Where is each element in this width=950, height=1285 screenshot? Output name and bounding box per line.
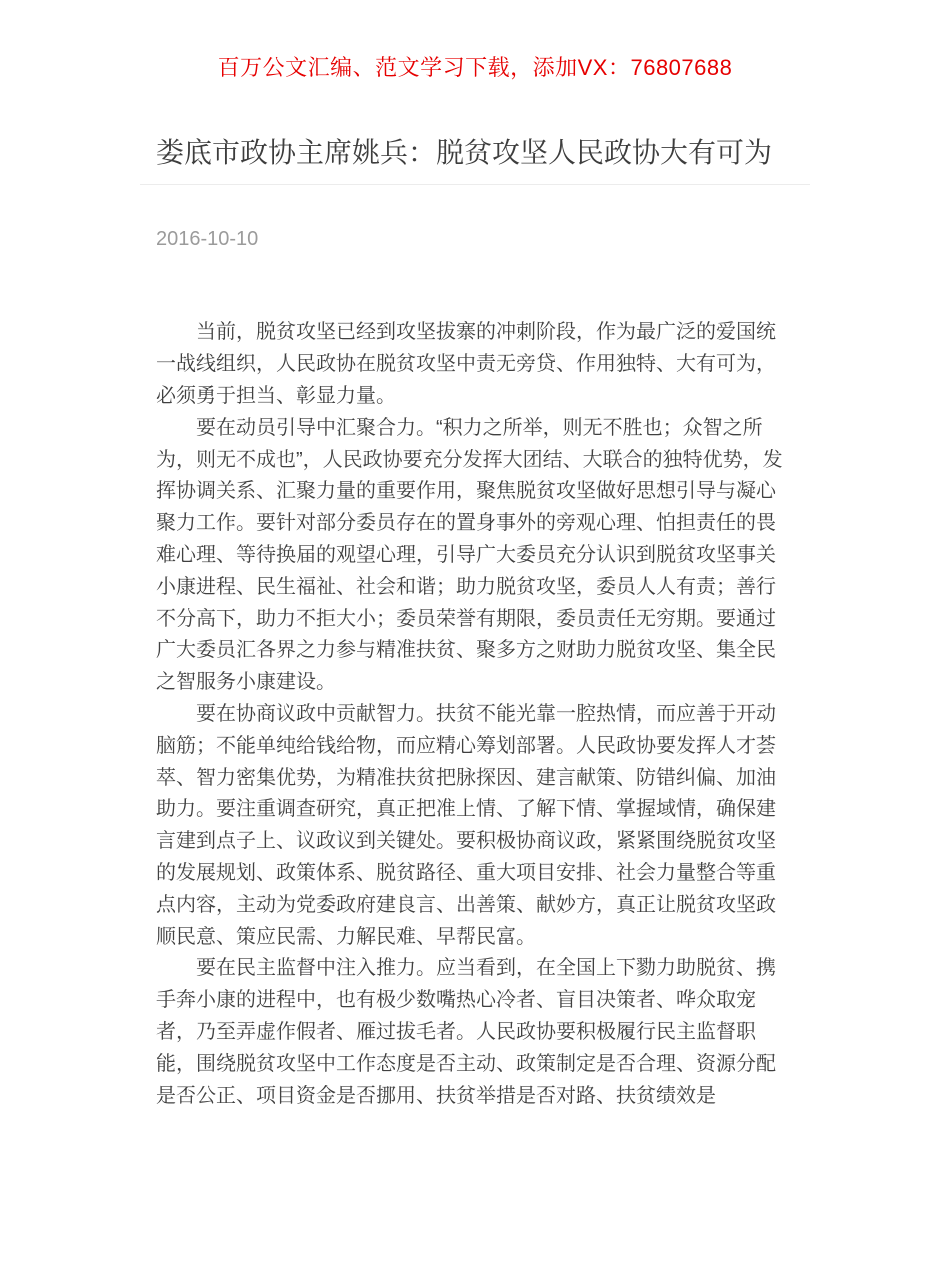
page-title: 娄底市政协主席姚兵：脱贫攻坚人民政协大有可为 xyxy=(156,137,773,168)
article-paragraph: 要在民主监督中注入推力。应当看到，在全国上下勠力助脱贫、携手奔小康的进程中，也有极少数嘴热心冷者、盲目决策者、哗众取宠者，乃至弄虚作假者、雁过拔毛者。人民政协要积极履行民主监督职能，围绕脱贫攻坚中工作态度是否主动、政策制定是否合理、资源分配是否公正、项目资金是否挪用、扶贫举措是否对路、扶贫绩效是 xyxy=(156,957,776,1107)
publish-date: 2016-10-10 xyxy=(156,228,259,251)
article-paragraph: 要在协商议政中贡献智力。扶贫不能光靠一腔热情，而应善于开动脑筋；不能单纯给钱给物，而应精心筹划部署。人民政协要发挥人才荟萃、智力密集优势，为精准扶贫把脉探因、建言献策、防错纠偏、加油助力。要注重调查研究，真正把准上情、了解下情、掌握域情，确保建言建到点子上、议政议到关键处。要积极协商议政，紧紧围绕脱贫攻坚的发展规划、政策体系、脱贫路径、重大项目安排、社会力量整合等重点内容，主动为党委政府建良言、出善策、献妙方，真正让脱贫攻坚政顺民意、策应民需、力解民难、早帮民富。 xyxy=(156,702,776,948)
article-header xyxy=(140,135,810,185)
promo-banner: 百万公文汇编、范文学习下载，添加VX：76807688 xyxy=(217,55,733,80)
article-paragraph: 当前，脱贫攻坚已经到攻坚拔寨的冲刺阶段，作为最广泛的爱国统一战线组织，人民政协在脱贫攻坚中责无旁贷、作用独特、大有可为，必须勇于担当、彰显力量。 xyxy=(156,321,776,407)
article xyxy=(140,135,810,1112)
article-body xyxy=(140,317,810,1112)
article-paragraph: 要在动员引导中汇聚合力。“积力之所举，则无不胜也；众智之所为，则无不成也”，人民政协要充分发挥大团结、大联合的独特优势，发挥协调关系、汇聚力量的重要作用，聚焦脱贫攻坚做好思想引导与凝心聚力工作。要针对部分委员存在的置身事外的旁观心理、怕担责任的畏难心理、等待换届的观望心理，引导广大委员充分认识到脱贫攻坚事关小康进程、民生福祉、社会和谐；助力脱贫攻坚，委员人人有责；善行不分高下，助力不拒大小；委员荣誉有期限，委员责任无穷期。要通过广大委员汇各界之力参与精准扶贫、聚多方之财助力脱贫攻坚、集全民之智服务小康建设。 xyxy=(156,416,783,694)
